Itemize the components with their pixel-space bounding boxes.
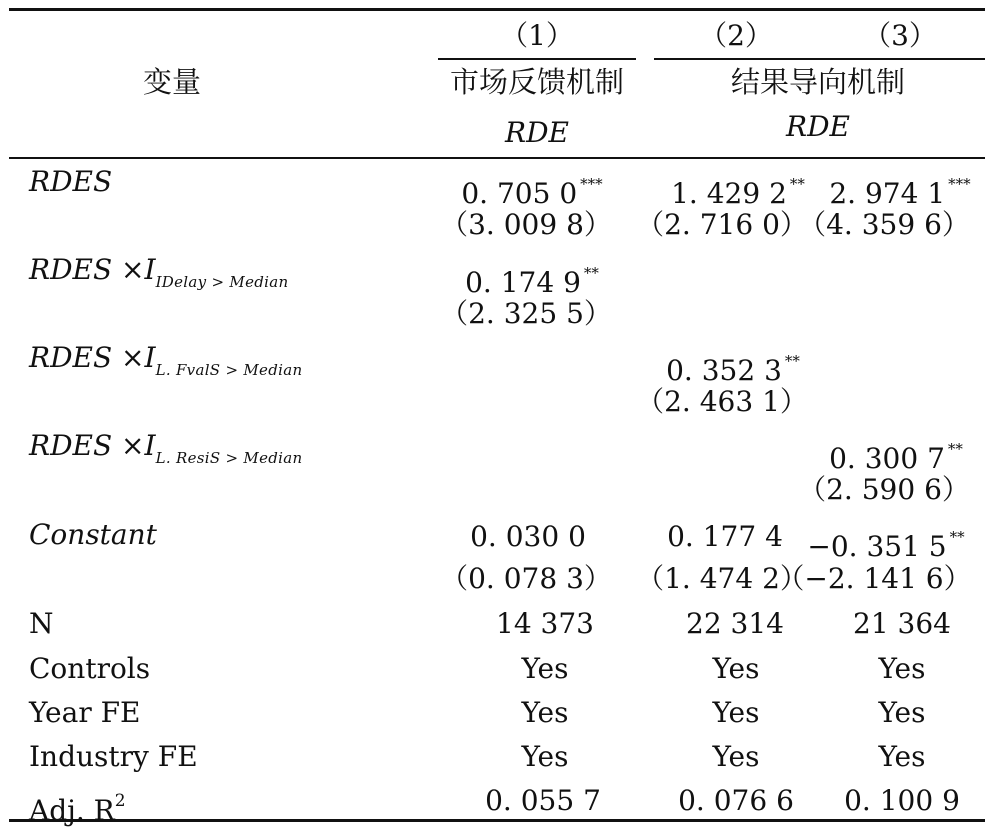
significance-stars: *** bbox=[580, 175, 603, 193]
variable-header: 变量 bbox=[142, 65, 202, 99]
value-cell: Yes bbox=[878, 696, 926, 729]
label-main: Adj. R bbox=[29, 794, 115, 827]
label-superscript: 2 bbox=[114, 791, 126, 811]
tstat-cell: （4. 359 6） bbox=[798, 208, 970, 241]
row-label-constant: Constant bbox=[29, 518, 157, 551]
label-subscript: IDelay > Median bbox=[155, 273, 289, 291]
significance-stars: *** bbox=[948, 175, 971, 193]
col-number-1: （1） bbox=[500, 19, 574, 52]
coef-cell bbox=[465, 255, 599, 301]
dep-var-col23: RDE bbox=[786, 110, 850, 143]
significance-stars: ** bbox=[949, 528, 965, 546]
value-cell: Yes bbox=[878, 740, 926, 773]
coef-value: −0. 351 5 bbox=[807, 530, 947, 563]
col-number-2: （2） bbox=[699, 19, 773, 52]
label-subscript: L. FvalS > Median bbox=[155, 361, 303, 379]
coef-value: 2. 974 1 bbox=[829, 177, 946, 210]
tstat-cell: （1. 474 2） bbox=[636, 562, 808, 595]
significance-stars: ** bbox=[947, 440, 963, 458]
dep-var-col1: RDE bbox=[505, 116, 569, 149]
coef-cell bbox=[461, 166, 602, 212]
col23-group-rule bbox=[654, 58, 985, 60]
col1-group-rule bbox=[438, 58, 636, 60]
row-label-industry-fe: Industry FE bbox=[29, 740, 198, 773]
value-cell: Yes bbox=[712, 740, 760, 773]
tstat-cell: （0. 078 3） bbox=[440, 562, 612, 595]
value-cell: Yes bbox=[878, 652, 926, 685]
label-main: RDES ×I bbox=[29, 253, 156, 286]
coef-cell bbox=[829, 431, 963, 477]
coef-cell: 0. 177 4 bbox=[667, 520, 783, 553]
coef-value: 0. 352 3 bbox=[666, 354, 782, 387]
row-label-rdes-lfvals bbox=[29, 340, 302, 388]
coef-cell bbox=[829, 166, 970, 212]
row-label-year-fe: Year FE bbox=[29, 696, 141, 729]
coef-value: 0. 174 9 bbox=[465, 266, 581, 299]
value-cell: Yes bbox=[521, 696, 569, 729]
value-cell: 14 373 bbox=[496, 607, 594, 640]
value-cell: Yes bbox=[712, 696, 760, 729]
value-cell: 22 314 bbox=[686, 607, 784, 640]
row-label-adj-r2 bbox=[29, 783, 126, 829]
tstat-cell: （−2. 141 6） bbox=[776, 562, 972, 595]
value-cell: Yes bbox=[521, 652, 569, 685]
col-number-3: （3） bbox=[863, 19, 937, 52]
top-rule bbox=[9, 8, 985, 11]
label-subscript: L. ResiS > Median bbox=[155, 449, 303, 467]
value-cell: 0. 076 6 bbox=[678, 784, 794, 817]
row-label-n: N bbox=[29, 607, 54, 640]
significance-stars: ** bbox=[784, 352, 800, 370]
value-cell: 21 364 bbox=[853, 607, 951, 640]
tstat-cell: （2. 716 0） bbox=[636, 208, 808, 241]
bottom-rule bbox=[9, 819, 985, 822]
tstat-cell: （3. 009 8） bbox=[440, 208, 612, 241]
row-label-controls: Controls bbox=[29, 652, 151, 685]
coef-value: 1. 429 2 bbox=[671, 177, 787, 210]
group-title-result-oriented: 结果导向机制 bbox=[730, 65, 906, 99]
coef-cell: 0. 030 0 bbox=[470, 520, 586, 553]
tstat-cell: （2. 463 1） bbox=[636, 385, 808, 418]
header-bottom-rule bbox=[9, 157, 985, 159]
group-title-market-feedback: 市场反馈机制 bbox=[449, 65, 625, 99]
row-label-rdes-lresis bbox=[29, 428, 302, 476]
row-label-rdes: RDES bbox=[29, 165, 113, 198]
coef-value: 0. 705 0 bbox=[461, 177, 578, 210]
coef-cell bbox=[666, 343, 800, 389]
value-cell: 0. 100 9 bbox=[844, 784, 960, 817]
value-cell: Yes bbox=[712, 652, 760, 685]
significance-stars: ** bbox=[583, 264, 599, 282]
row-label-rdes-idelay bbox=[29, 252, 288, 300]
coef-cell bbox=[671, 166, 805, 212]
label-main: RDES ×I bbox=[29, 429, 156, 462]
label-main: RDES ×I bbox=[29, 341, 156, 374]
coef-value: 0. 300 7 bbox=[829, 442, 945, 475]
significance-stars: ** bbox=[789, 175, 805, 193]
tstat-cell: （2. 590 6） bbox=[798, 473, 970, 506]
coef-cell bbox=[807, 519, 964, 565]
value-cell: 0. 055 7 bbox=[485, 784, 601, 817]
tstat-cell: （2. 325 5） bbox=[440, 297, 612, 330]
value-cell: Yes bbox=[521, 740, 569, 773]
